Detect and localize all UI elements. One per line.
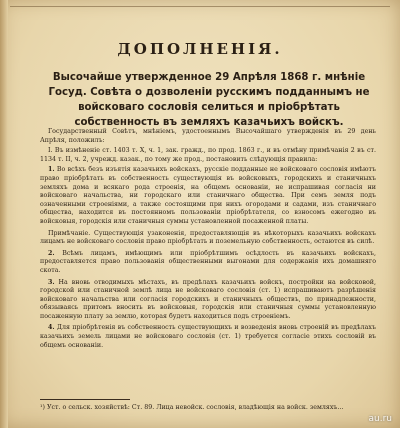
top-rule [10, 6, 390, 7]
item-text: Примѣчаніе. Существующія узаконенія, предоставляющія въ нѣкоторыхъ казачьихъ войскахъ лицамъ не войсковаго сословія право пріобрѣтать и поземельную собственность, остаются въ силѣ. [40, 229, 376, 246]
intro-paragraph: Государственный Совѣтъ, мнѣніемъ, удостоеннымъ Высочайшаго утвержденія въ 29 день Апрѣля, положилъ: [40, 128, 376, 144]
item-paragraph [40, 324, 376, 350]
watermark: au.ru [368, 414, 392, 424]
document-body [40, 128, 376, 353]
footnote: ¹) Уст. о сельск. хозяйствѣ: Ст. 89. Лица невойск. сословія, владѣющія на войск. земляхъ... [40, 404, 344, 411]
footnote-rule [40, 399, 130, 400]
book-spine-shadow [0, 0, 8, 428]
item-number: 1. [48, 166, 55, 174]
item-number: 3. [48, 278, 55, 286]
item-paragraph [40, 250, 376, 276]
item-text: Во всѣхъ безъ изъятія казачьихъ войскахъ, русскіе подданные не войсковаго сословія имѣютъ право пріобрѣтать въ собственность существующія въ войсковыхъ, городскихъ и станичныхъ земляхъ дома и всякаго рода строенія, на общемъ основаніи, не испрашивая согласія ни войсковаго начальства, ни городскаго или станичнаго общества. При семъ земля подъ означенными строеніями, а также состоящими при нихъ огородами и садами, изъ станичнаго общества, находится въ постоянномъ пользованіи пріобрѣтателя, со взносомъ ежегодно въ войсковыя, городскія или станичныя суммы установленной посаженной платы. [40, 166, 376, 225]
item-paragraph [40, 230, 376, 247]
item-number: 4. [48, 324, 55, 332]
item-text: На вновь отводимыхъ мѣстахъ, въ предѣлахъ казачьихъ войскъ, постройки на войсковой, городской или станичной землѣ лица не войсковаго сословія (ст. 1) испрашиваютъ разрѣшенія войсковаго начальства или согласія городскихъ и станичныхъ обществъ, по принадлежности, обязываясь притомъ вносить въ войсковыя, городскія или станичныя суммы установленную посаженную плату за землю, которая будетъ находиться подъ строеніемъ. [40, 278, 376, 320]
item-number: 2. [48, 249, 55, 257]
item-text: Для пріобрѣтенія въ собственность существующихъ и возведенія вновь строеній въ предѣлахъ казачьихъ земель лицами не войсковаго сословія (ст. 1) требуется согласіе этихъ сословій въ общемъ основаніи. [40, 324, 376, 349]
item-paragraph [40, 279, 376, 322]
item-paragraph [40, 166, 376, 226]
decree-title: Высочайше утвержденное 29 Апрѣля 1868 г. мнѣніе Госуд. Совѣта о дозволеніи русскимъ подданнымъ не войсковаго сословія селиться и пріобрѣтать собственность въ земляхъ казачьихъ войскъ. [48, 72, 370, 128]
item-text: Всѣмъ лицамъ, имѣющимъ или пріобрѣтшимъ осѣдлость въ казачьихъ войскахъ, предоставляется право пользованія общественными выгонами для содержанія ихъ домашняго скота. [40, 249, 376, 274]
section-heading: ДОПОЛНЕНІЯ. [117, 40, 283, 58]
clause-one-paragraph: I. Въ измѣненіе ст. 1403 т. X, ч. 1, зак. гражд., по прод. 1863 г., и въ отмѣну примѣчанія 2 въ ст. 1134 т. II, ч. 2, учрежд. казак., по тому же прод., постановить слѣдующія правила: [40, 147, 376, 163]
